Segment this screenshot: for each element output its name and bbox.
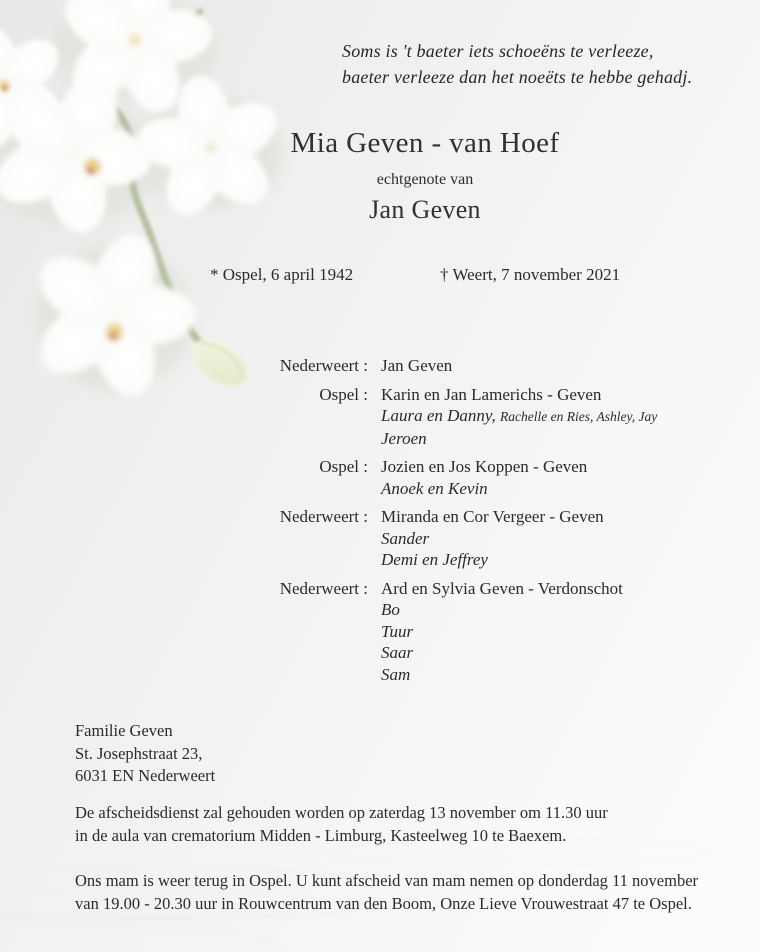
family-name: Jan Geven: [381, 356, 453, 375]
descendant-names: Bo: [381, 600, 400, 619]
address-street: St. Josephstraat 23,: [75, 743, 203, 763]
descendant-names-small: Rachelle en Ries, Ashley, Jay: [500, 409, 658, 424]
address-family: Familie Geven: [75, 721, 173, 740]
birth-date: * Ospel, 6 april 1942: [210, 265, 354, 284]
family-descendants: [381, 642, 740, 664]
descendant-names: Jeroen: [381, 428, 427, 448]
descendant-names: Sander: [381, 528, 430, 548]
family-place: Ospel :: [319, 384, 368, 404]
opening-quote: [342, 38, 692, 90]
correspondence-address: [75, 720, 215, 788]
family-row-spouse: [180, 355, 740, 377]
family-name: Ard en Sylvia Geven - Verdonschot: [381, 578, 623, 598]
death-date: † Weert, 7 november 2021: [440, 265, 621, 284]
family-descendants: [381, 528, 740, 550]
family-descendants: [381, 428, 740, 450]
descendant-names: Laura en Danny,: [381, 406, 496, 425]
visitation-details: [75, 869, 698, 915]
descendant-names: Saar: [381, 643, 414, 662]
family-descendants: [381, 621, 740, 643]
service-line-2: in de aula van crematorium Midden - Limburg, Kasteelweg 10 te Baexem.: [75, 826, 567, 845]
family-descendants: [381, 478, 740, 500]
family-row-jozien: [180, 456, 740, 499]
family-name: Karin en Jan Lamerichs - Geven: [381, 384, 602, 404]
family-row-miranda: [180, 506, 740, 571]
family-row-ard: [180, 578, 740, 686]
descendant-names: Demi en Jeffrey: [381, 550, 488, 569]
deceased-header: [90, 126, 760, 225]
spouse-name: Jan Geven: [369, 195, 481, 224]
family-place: Nederweert :: [279, 356, 368, 375]
quote-line-1: Soms is 't baeter iets schoeëns te verleeze,: [342, 41, 654, 61]
family-row-karin: [180, 384, 740, 450]
quote-line-2: baeter verleeze dan het noeëts te hebbe gehadj.: [342, 67, 693, 87]
family-place: Nederweert :: [279, 578, 368, 598]
family-descendants: [381, 549, 740, 571]
descendant-names: Tuur: [381, 621, 414, 641]
family-descendants: [381, 664, 740, 686]
relation-label: echtgenote van: [376, 171, 474, 188]
service-details: [75, 801, 608, 847]
descendant-names: Sam: [381, 664, 411, 684]
service-line-1: De afscheidsdienst zal gehouden worden op zaterdag 13 november om 11.30 uur: [75, 803, 608, 822]
family-name: Jozien en Jos Koppen - Geven: [381, 457, 588, 476]
address-city: 6031 EN Nederweert: [75, 766, 216, 785]
family-list: [180, 355, 740, 685]
family-descendants: [381, 599, 740, 621]
descendant-names: Anoek en Kevin: [381, 478, 488, 498]
visitation-line-1: Ons mam is weer terug in Ospel. U kunt afscheid van mam nemen op donderdag 11 november: [75, 871, 699, 890]
visitation-line-2: van 19.00 - 20.30 uur in Rouwcentrum van den Boom, Onze Lieve Vrouwestraat 47 te Ospel.: [75, 894, 692, 913]
deceased-name: Mia Geven - van Hoef: [290, 127, 560, 159]
family-name: Miranda en Cor Vergeer - Geven: [381, 507, 604, 526]
family-place: Nederweert :: [279, 507, 368, 526]
family-descendants: [381, 405, 740, 428]
family-place: Ospel :: [319, 457, 368, 476]
